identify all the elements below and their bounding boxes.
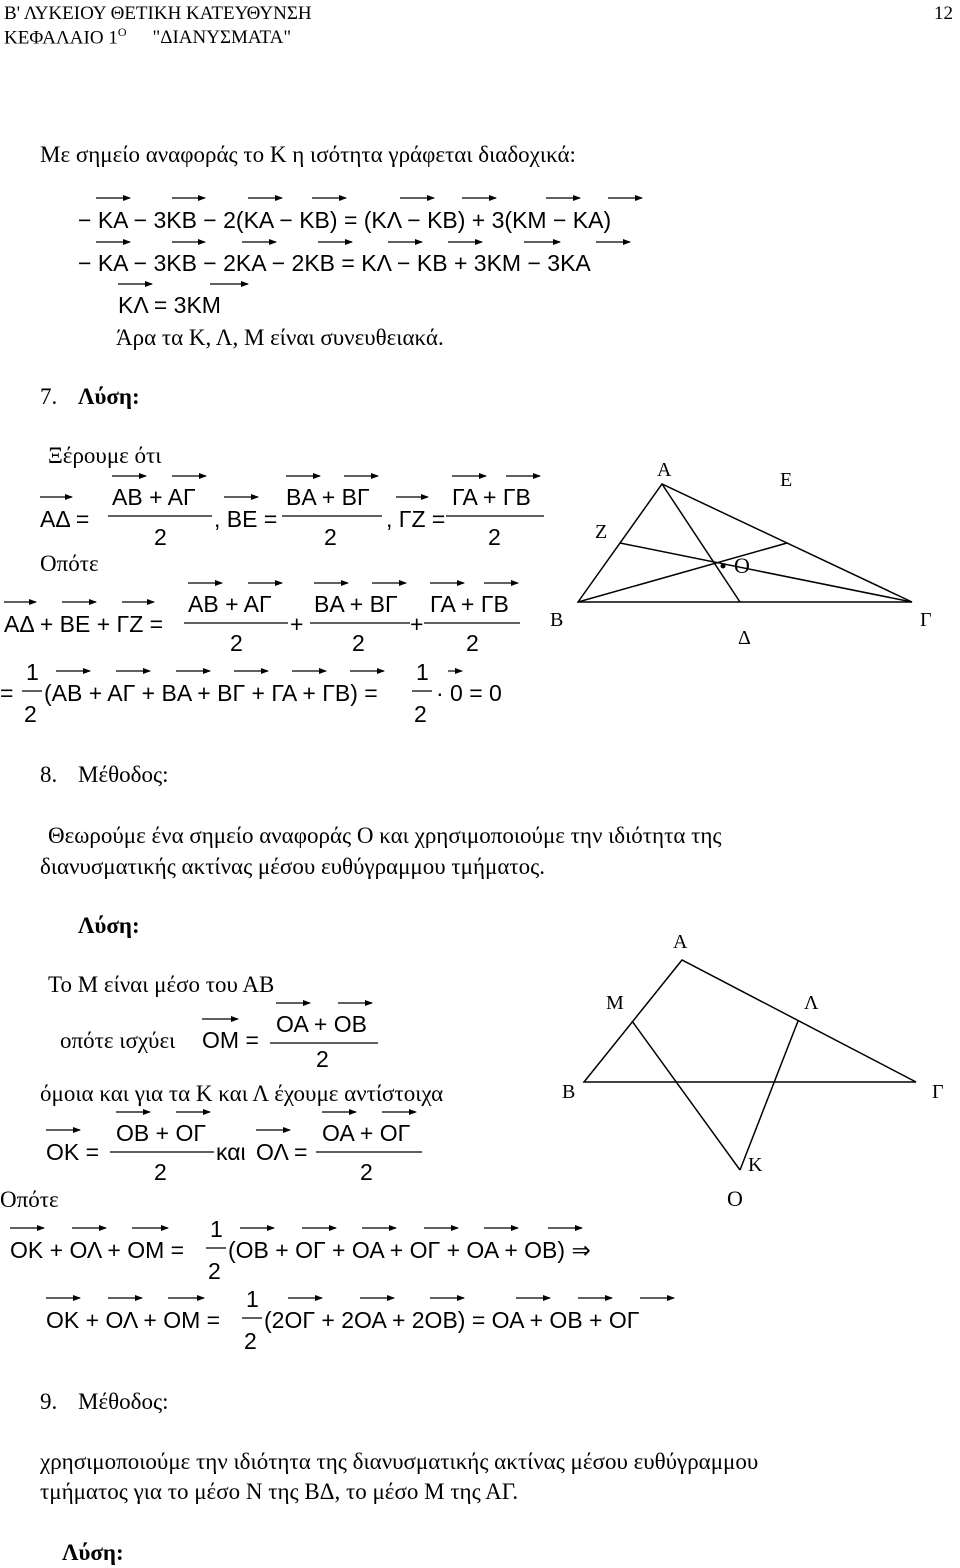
svg-text:1: 1 — [416, 659, 429, 685]
svg-text:ΑΒ + ΑΓ: ΑΒ + ΑΓ — [188, 591, 272, 617]
intro-conclusion: Άρα τα Κ, Λ, Μ είναι συνευθειακά. — [116, 325, 444, 350]
ex9-solution: Λύση: — [62, 1540, 124, 1565]
svg-text:ΟΚ + ΟΛ + ΟΜ =: ΟΚ + ΟΛ + ΟΜ = — [46, 1307, 221, 1333]
svg-text:2: 2 — [466, 630, 479, 656]
ex8-eq-OM — [202, 1003, 378, 1072]
ex9-heading: Μέθοδος: — [78, 1389, 169, 1414]
ex8-method-line2: διανυσματικής ακτίνας μέσου ευθύγραμμου τμήματος. — [40, 854, 545, 879]
ex8-line2 — [46, 1286, 674, 1354]
svg-text:ΟΜ =: ΟΜ = — [202, 1027, 259, 1053]
svg-text:, ΓΖ =: , ΓΖ = — [386, 506, 446, 532]
ex7-sum-line — [4, 583, 520, 656]
svg-text:2: 2 — [244, 1328, 257, 1354]
svg-text:(2ΟΓ + 2ΟΑ + 2ΟΒ) = ΟΑ + ΟΒ +: (2ΟΓ + 2ΟΑ + 2ΟΒ) = ΟΑ + ΟΒ + ΟΓ — [264, 1307, 640, 1333]
svg-text:ΟΑ + ΟΓ: ΟΑ + ΟΓ — [322, 1120, 411, 1146]
svg-text:+: + — [410, 611, 424, 637]
fig7-label-B: Β — [550, 609, 564, 631]
svg-text:2: 2 — [154, 1159, 167, 1185]
svg-text:=: = — [0, 680, 14, 706]
fig8-label-G: Γ — [932, 1081, 944, 1103]
svg-text:ΒΑ + ΒΓ: ΒΑ + ΒΓ — [314, 591, 398, 617]
fig7-label-A: Α — [657, 459, 672, 481]
ex8-opote: Οπότε — [0, 1187, 59, 1212]
fig8-label-O: Ο — [727, 1186, 743, 1211]
fig7-label-D: Δ — [738, 627, 751, 649]
svg-text:2: 2 — [488, 524, 501, 550]
svg-text:2: 2 — [414, 701, 427, 727]
svg-text:· 0 = 0: · 0 = 0 — [436, 680, 502, 706]
svg-text:2: 2 — [208, 1258, 221, 1284]
header-course: Β' ΛΥΚΕΙΟΥ ΘΕΤΙΚΗ ΚΑΤΕΥΘΥΝΣΗ — [4, 3, 312, 24]
ex8-eq-OK-OL — [46, 1112, 422, 1185]
fig7-label-E: Ε — [780, 469, 793, 491]
ex8-method-line1: Θεωρούμε ένα σημείο αναφοράς Ο και χρησιμοποιούμε την ιδιότητα της — [48, 823, 722, 848]
page-number: 12 — [934, 3, 953, 24]
svg-text:ΚΛ = 3ΚΜ: ΚΛ = 3ΚΜ — [118, 292, 221, 318]
ex7-known-eqs — [40, 476, 544, 550]
svg-text:, ΒΕ =: , ΒΕ = — [214, 506, 278, 532]
svg-text:ΟΛ =: ΟΛ = — [256, 1139, 308, 1165]
svg-text:2: 2 — [324, 524, 337, 550]
svg-text:ΓΑ + ΓΒ: ΓΑ + ΓΒ — [452, 484, 531, 510]
ex9-method-line1: χρησιμοποιούμε την ιδιότητα της διανυσματικής ακτίνας μέσου ευθύγραμμου — [40, 1449, 759, 1474]
svg-text:1: 1 — [210, 1216, 223, 1242]
svg-text:ΟΚ =: ΟΚ = — [46, 1139, 100, 1165]
svg-text:2: 2 — [154, 524, 167, 550]
ex8-solution: Λύση: — [78, 913, 140, 938]
ex8-line1 — [10, 1216, 591, 1284]
ex8-number: 8. — [40, 762, 58, 787]
intro-eq2 — [78, 242, 630, 276]
svg-text:(ΑΒ + ΑΓ + ΒΑ + ΒΓ + ΓΑ + ΓΒ): (ΑΒ + ΑΓ + ΒΑ + ΒΓ + ΓΑ + ΓΒ) = — [44, 680, 378, 706]
fig7-label-G: Γ — [920, 609, 932, 631]
ex7-known: Ξέρουμε ότι — [48, 443, 162, 468]
svg-text:και: και — [216, 1139, 246, 1165]
ex8-s2: οπότε ισχύει — [60, 1028, 176, 1053]
intro-eq3 — [118, 284, 248, 318]
ex7-heading: Λύση: — [78, 384, 140, 409]
svg-text:2: 2 — [352, 630, 365, 656]
intro-eq1 — [78, 198, 642, 233]
svg-text:− ΚΑ − 3ΚΒ − 2ΚΑ − 2ΚΒ = ΚΛ −: − ΚΑ − 3ΚΒ − 2ΚΑ − 2ΚΒ = ΚΛ − ΚΒ + 3ΚΜ − 3ΚΑ — [78, 250, 591, 276]
fig8-label-B: Β — [562, 1081, 576, 1103]
ex8-s1: Το Μ είναι μέσο του ΑΒ — [48, 972, 275, 997]
svg-text:− ΚΑ − 3ΚΒ − 2(ΚΑ − ΚΒ) = (ΚΛ: − ΚΑ − 3ΚΒ − 2(ΚΑ − ΚΒ) = (ΚΛ − ΚΒ) + 3(ΚΜ − ΚΑ) — [78, 207, 612, 233]
ex7-opote: Οπότε — [40, 551, 99, 576]
ex8-heading: Μέθοδος: — [78, 762, 169, 787]
intro-text: Με σημείο αναφοράς το Κ η ισότητα γράφεται διαδοχικά: — [40, 142, 576, 167]
svg-text:+: + — [290, 611, 304, 637]
svg-text:ΟΒ + ΟΓ: ΟΒ + ΟΓ — [116, 1120, 207, 1146]
svg-text:ΓΑ + ΓΒ: ΓΑ + ΓΒ — [430, 591, 509, 617]
svg-text:ΑΔ + ΒΕ + ΓΖ =: ΑΔ + ΒΕ + ΓΖ = — [4, 611, 164, 637]
fig8-label-K: Κ — [748, 1154, 763, 1176]
svg-text:(ΟΒ + ΟΓ + ΟΑ + ΟΓ + ΟΑ + ΟΒ): (ΟΒ + ΟΓ + ΟΑ + ΟΓ + ΟΑ + ΟΒ) ⇒ — [228, 1237, 591, 1263]
ex7-result-line — [0, 659, 502, 727]
svg-text:ΟΚ + ΟΛ + ΟΜ =: ΟΚ + ΟΛ + ΟΜ = — [10, 1237, 185, 1263]
svg-text:ΑΒ + ΑΓ: ΑΒ + ΑΓ — [112, 484, 196, 510]
ex7-number: 7. — [40, 384, 58, 409]
ex9-method-line2: τμήματος για το μέσο Ν της ΒΔ, το μέσο Μ της ΑΓ. — [40, 1479, 519, 1504]
svg-text:2: 2 — [360, 1159, 373, 1185]
fig8-label-M: Μ — [606, 992, 624, 1014]
fig8-label-L: Λ — [804, 992, 819, 1014]
svg-text:ΒΑ + ΒΓ: ΒΑ + ΒΓ — [286, 484, 370, 510]
svg-text:2: 2 — [230, 630, 243, 656]
fig8-label-A: Α — [673, 931, 688, 953]
ex7-figure — [578, 484, 912, 602]
svg-text:ΑΔ =: ΑΔ = — [40, 506, 90, 532]
svg-text:1: 1 — [246, 1286, 259, 1312]
header-chapter: ΚΕΦΑΛΑΙΟ $1^O$ "ΔΙΑΝΥΣΜΑΤΑ" — [4, 25, 292, 49]
svg-text:ΟΑ + ΟΒ: ΟΑ + ΟΒ — [276, 1011, 367, 1037]
svg-text:2: 2 — [24, 701, 37, 727]
fig7-label-Z: Ζ — [595, 521, 608, 543]
svg-text:2: 2 — [316, 1046, 329, 1072]
ex8-s3: όμοια και για τα Κ και Λ έχουμε αντίστοιχα — [40, 1081, 444, 1106]
svg-text:1: 1 — [26, 659, 39, 685]
ex8-figure — [584, 960, 916, 1170]
fig7-label-O: Ο — [734, 553, 750, 578]
ex9-number: 9. — [40, 1389, 58, 1414]
